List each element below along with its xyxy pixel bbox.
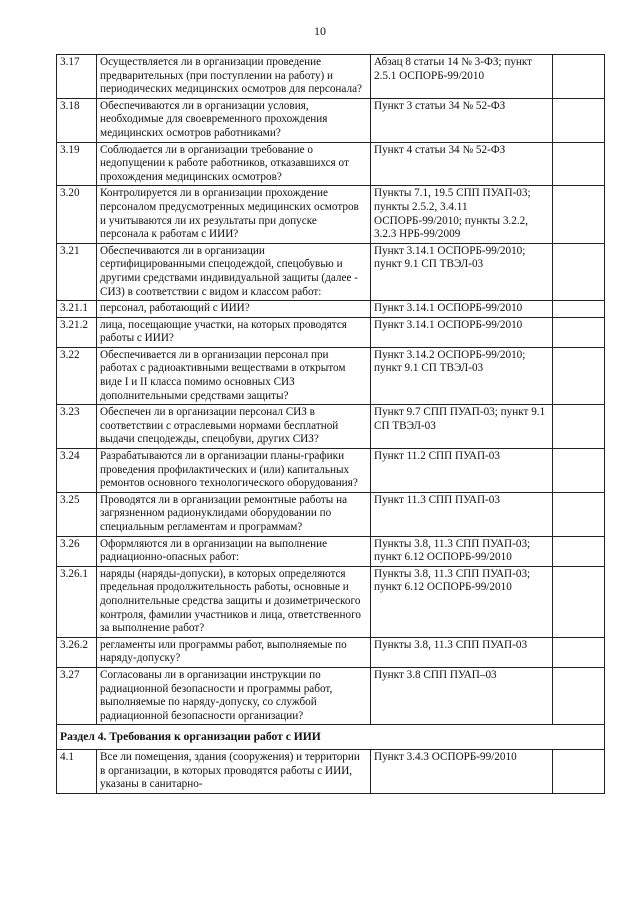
question-cell: Проводятся ли в организации ремонтные работы на загрязненном радионуклидами оборудовании по специальным регламентам и программам?: [97, 492, 371, 536]
table-row: [57, 142, 605, 186]
legal-reference-cell: Пункт 3.14.1 ОСПОРБ-99/2010; пункт 9.1 СП ТВЭЛ-03: [371, 243, 553, 300]
item-number-cell: 3.25: [57, 492, 97, 536]
answer-cell: [553, 637, 605, 667]
answer-cell: [553, 667, 605, 724]
question-cell: Обеспечивается ли в организации персонал при работах с радиоактивными веществами в открытом виде I и II класса помимо основных СИЗ дополнительными средствами защиты?: [97, 347, 371, 404]
table-row: [57, 55, 605, 99]
answer-cell: [553, 98, 605, 142]
answer-cell: [553, 347, 605, 404]
question-cell: Все ли помещения, здания (сооружения) и территории в организации, в которых проводятся работы с ИИИ, указаны в санитарно-: [97, 749, 371, 793]
item-number-cell: 3.21.2: [57, 317, 97, 347]
item-number-cell: 3.20: [57, 186, 97, 243]
legal-reference-cell: Пункт 11.3 СПП ПУАП-03: [371, 492, 553, 536]
answer-cell: [553, 142, 605, 186]
page-number: 10: [314, 24, 326, 38]
answer-cell: [553, 749, 605, 793]
legal-reference-cell: Пункт 4 статьи 34 № 52-ФЗ: [371, 142, 553, 186]
item-number-cell: 3.26: [57, 536, 97, 566]
answer-cell: [553, 186, 605, 243]
table-row: [57, 317, 605, 347]
legal-reference-cell: Пункты 3.8, 11.3 СПП ПУАП-03; пункт 6.12 ОСПОРБ-99/2010: [371, 566, 553, 637]
question-cell: Контролируется ли в организации прохождение персоналом предусмотренных медицинских осмотров и учитываются ли их результаты при допуске персонала к работам с ИИИ?: [97, 186, 371, 243]
table-row: [57, 98, 605, 142]
question-cell: Обеспечиваются ли в организации условия, необходимые для своевременного прохождения медицинских осмотров работниками?: [97, 98, 371, 142]
table-row: [57, 749, 605, 793]
item-number-cell: 3.19: [57, 142, 97, 186]
checklist-table: [56, 54, 605, 794]
legal-reference-cell: Пункт 11.2 СПП ПУАП-03: [371, 449, 553, 493]
legal-reference-cell: Пункт 3.14.1 ОСПОРБ-99/2010: [371, 301, 553, 318]
question-cell: Согласованы ли в организации инструкции по радиационной безопасности и программы работ, выполняемые по наряду-допуску, со службой радиационной безопасности организации?: [97, 667, 371, 724]
item-number-cell: 3.26.2: [57, 637, 97, 667]
legal-reference-cell: Пункт 3 статьи 34 № 52-ФЗ: [371, 98, 553, 142]
table-row: [57, 492, 605, 536]
question-cell: Обеспечиваются ли в организации сертифицированными спецодеждой, спецобувью и другими средствами индивидуальной защиты (далее - СИЗ) в соответствии с видом и классом работ:: [97, 243, 371, 300]
legal-reference-cell: Пункты 3.8, 11.3 СПП ПУАП-03; пункт 6.12 ОСПОРБ-99/2010: [371, 536, 553, 566]
legal-reference-cell: Пункт 3.14.2 ОСПОРБ-99/2010; пункт 9.1 СП ТВЭЛ-03: [371, 347, 553, 404]
answer-cell: [553, 536, 605, 566]
item-number-cell: 3.23: [57, 405, 97, 449]
table-row: [57, 243, 605, 300]
item-number-cell: 3.27: [57, 667, 97, 724]
legal-reference-cell: Пункт 9.7 СПП ПУАП-03; пункт 9.1 СП ТВЭЛ-03: [371, 405, 553, 449]
question-cell: Обеспечен ли в организации персонал СИЗ в соответствии с отраслевыми нормами бесплатной выдачи спецодежды, спецобуви, других СИЗ?: [97, 405, 371, 449]
table-row: [57, 449, 605, 493]
table-row: [57, 347, 605, 404]
item-number-cell: 3.18: [57, 98, 97, 142]
answer-cell: [553, 566, 605, 637]
question-cell: лица, посещающие участки, на которых проводятся работы с ИИИ?: [97, 317, 371, 347]
answer-cell: [553, 405, 605, 449]
answer-cell: [553, 301, 605, 318]
item-number-cell: 4.1: [57, 749, 97, 793]
legal-reference-cell: Пункт 3.4.3 ОСПОРБ-99/2010: [371, 749, 553, 793]
table-row: [57, 536, 605, 566]
item-number-cell: 3.17: [57, 55, 97, 99]
legal-reference-cell: Абзац 8 статьи 14 № 3-ФЗ; пункт 2.5.1 ОСПОРБ-99/2010: [371, 55, 553, 99]
table-row: [57, 667, 605, 724]
item-number-cell: 3.21.1: [57, 301, 97, 318]
table-row: [57, 637, 605, 667]
answer-cell: [553, 492, 605, 536]
legal-reference-cell: Пункт 3.8 СПП ПУАП–03: [371, 667, 553, 724]
section-title: Раздел 4. Требования к организации работ с ИИИ: [57, 725, 605, 750]
question-cell: Разрабатываются ли в организации планы-графики проведения профилактических и (или) капитальных ремонтов основного технологического оборудования?: [97, 449, 371, 493]
question-cell: Осуществляется ли в организации проведение предварительных (при поступлении на работу) и периодических медицинских осмотров для персонала?: [97, 55, 371, 99]
item-number-cell: 3.24: [57, 449, 97, 493]
question-cell: регламенты или программы работ, выполняемые по наряду-допуску?: [97, 637, 371, 667]
answer-cell: [553, 243, 605, 300]
legal-reference-cell: Пункты 3.8, 11.3 СПП ПУАП-03: [371, 637, 553, 667]
table-row: [57, 566, 605, 637]
table-row: [57, 405, 605, 449]
answer-cell: [553, 449, 605, 493]
section-header-row: [57, 725, 605, 750]
legal-reference-cell: Пункт 3.14.1 ОСПОРБ-99/2010: [371, 317, 553, 347]
question-cell: наряды (наряды-допуски), в которых определяются предельная продолжительность работы, основные и дополнительные средства защиты и дозиметрического контроля, фамилии участников и лица, ответственного за выполнение работ?: [97, 566, 371, 637]
answer-cell: [553, 55, 605, 99]
item-number-cell: 3.26.1: [57, 566, 97, 637]
item-number-cell: 3.21: [57, 243, 97, 300]
question-cell: персонал, работающий с ИИИ?: [97, 301, 371, 318]
answer-cell: [553, 317, 605, 347]
table-row: [57, 301, 605, 318]
legal-reference-cell: Пункты 7.1, 19.5 СПП ПУАП-03; пункты 2.5.2, 3.4.11 ОСПОРБ-99/2010; пункты 3.2.2, 3.2.3 НРБ-99/2009: [371, 186, 553, 243]
question-cell: Оформляются ли в организации на выполнение радиационно-опасных работ:: [97, 536, 371, 566]
question-cell: Соблюдается ли в организации требование о недопущении к работе работников, отказавшихся от прохождения медицинских осмотров?: [97, 142, 371, 186]
item-number-cell: 3.22: [57, 347, 97, 404]
table-row: [57, 186, 605, 243]
